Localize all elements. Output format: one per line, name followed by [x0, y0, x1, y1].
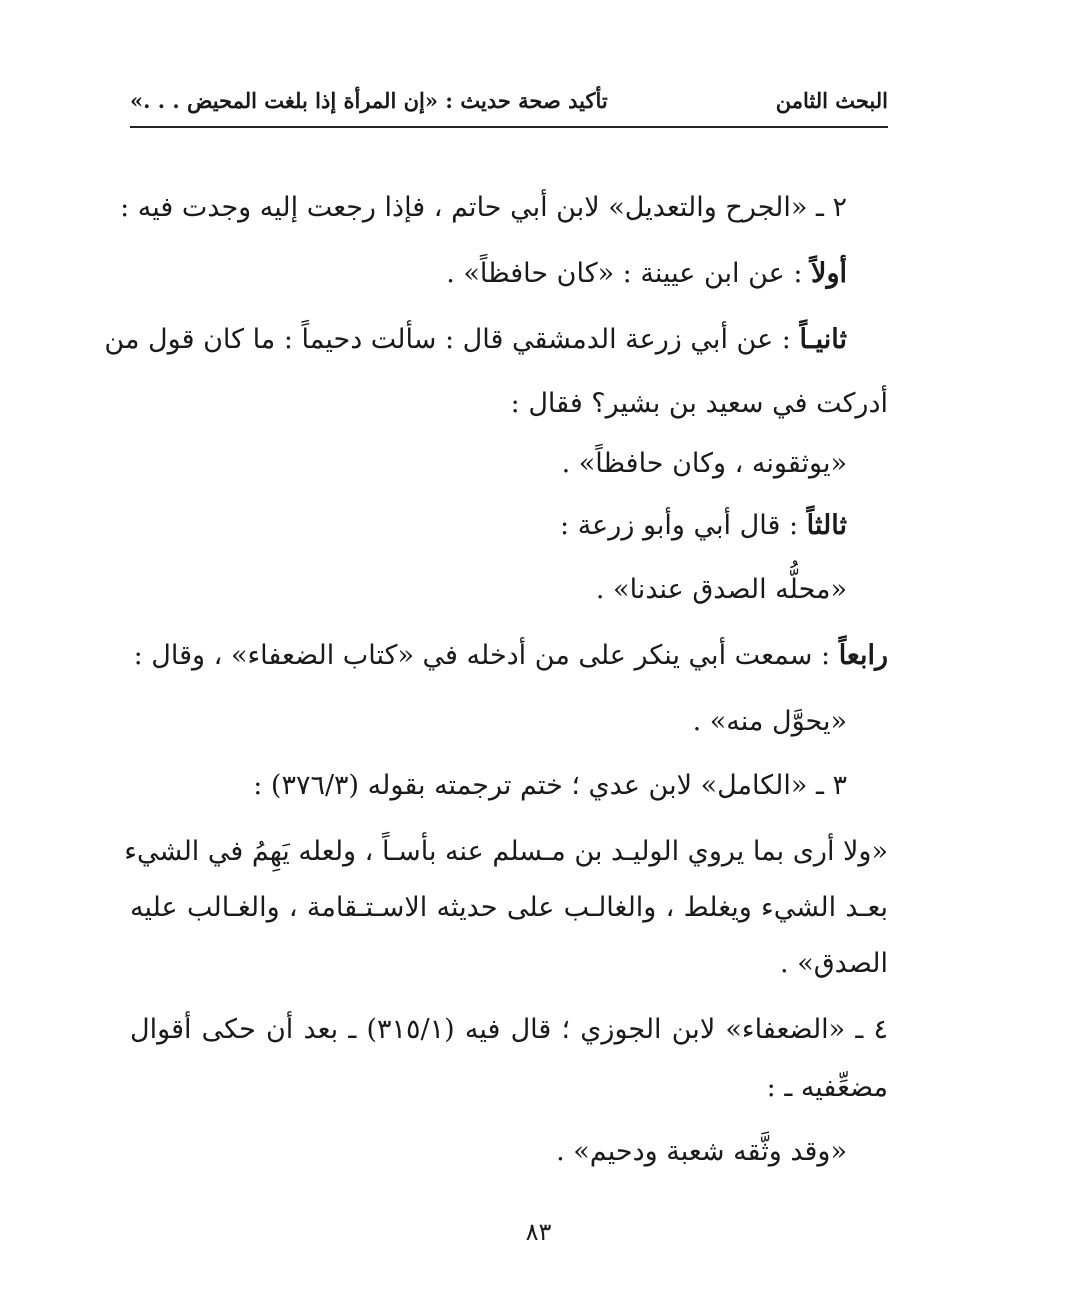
item-4-line-2: مضعِّفيه ـ :	[766, 1072, 888, 1103]
paragraph-2-label: ثانيـاً	[799, 324, 847, 355]
header-section: البحث الثامن	[775, 87, 888, 113]
paragraph-4	[130, 638, 888, 674]
paragraph-2-continuation: أدركت في سعيد بن بشير؟ فقال :	[510, 388, 888, 419]
header-rule	[130, 126, 888, 128]
item-2-line: ٢ ـ «الجرح والتعديل» لابن أبي حاتم ، فإذا رجعت إليه وجدت فيه :	[120, 192, 847, 223]
item-3-line: ٣ ـ «الكامل» لابن عدي ؛ ختم ترجمته بقوله (٣٧٦/٣) :	[253, 770, 847, 801]
item-4-quote: «وقد وثَّقه شعبة ودحيم» .	[556, 1136, 847, 1167]
paragraph-4-text: : سمعت أبي ينكر على من أدخله في «كتاب الضعفاء» ، وقال :	[133, 640, 839, 671]
paragraph-1-label: أولاً	[811, 258, 847, 289]
item-3-quote-line-2: بعـد الشيء ويغلط ، والغالـب على حديثه الاسـتـقامة ، والغـالب عليه	[130, 892, 888, 923]
paragraph-1-text: : عن ابن عيينة : «كان حافظاً» .	[446, 258, 812, 289]
item-4-line-1: ٤ ـ «الضعفاء» لابن الجوزي ؛ قال فيه (٣١٥/١) ـ بعد أن حكى أقوال	[130, 1014, 888, 1045]
running-header	[130, 80, 888, 120]
paragraph-2	[104, 322, 847, 358]
paragraph-4-label: رابعاً	[838, 640, 888, 671]
paragraph-3-text: : قال أبي وأبو زرعة :	[560, 510, 807, 541]
item-3-quote-line-3: الصدق» .	[780, 948, 888, 979]
paragraph-3	[560, 508, 847, 544]
page-number: ٨٣	[525, 1218, 552, 1246]
header-title: تأكيد صحة حديث : «إن المرأة إذا بلغت المحيض . . .»	[130, 87, 608, 113]
paragraph-2-quote: «يوثقونه ، وكان حافظاً» .	[561, 448, 847, 479]
paragraph-4-quote: «يحوَّل منه» .	[692, 706, 847, 737]
paragraph-3-label: ثالثاً	[806, 510, 847, 541]
paragraph-2-text: : عن أبي زرعة الدمشقي قال : سألت دحيماً : ما كان قول من	[104, 324, 800, 355]
paragraph-1	[446, 256, 847, 292]
paragraph-3-quote: «محلُّه الصدق عندنا» .	[595, 574, 847, 605]
item-3-quote-line-1: «ولا أرى بما يروي الوليـد بن مـسلم عنه بأسـاً ، ولعله يَهِمُ في الشيء	[124, 836, 888, 867]
